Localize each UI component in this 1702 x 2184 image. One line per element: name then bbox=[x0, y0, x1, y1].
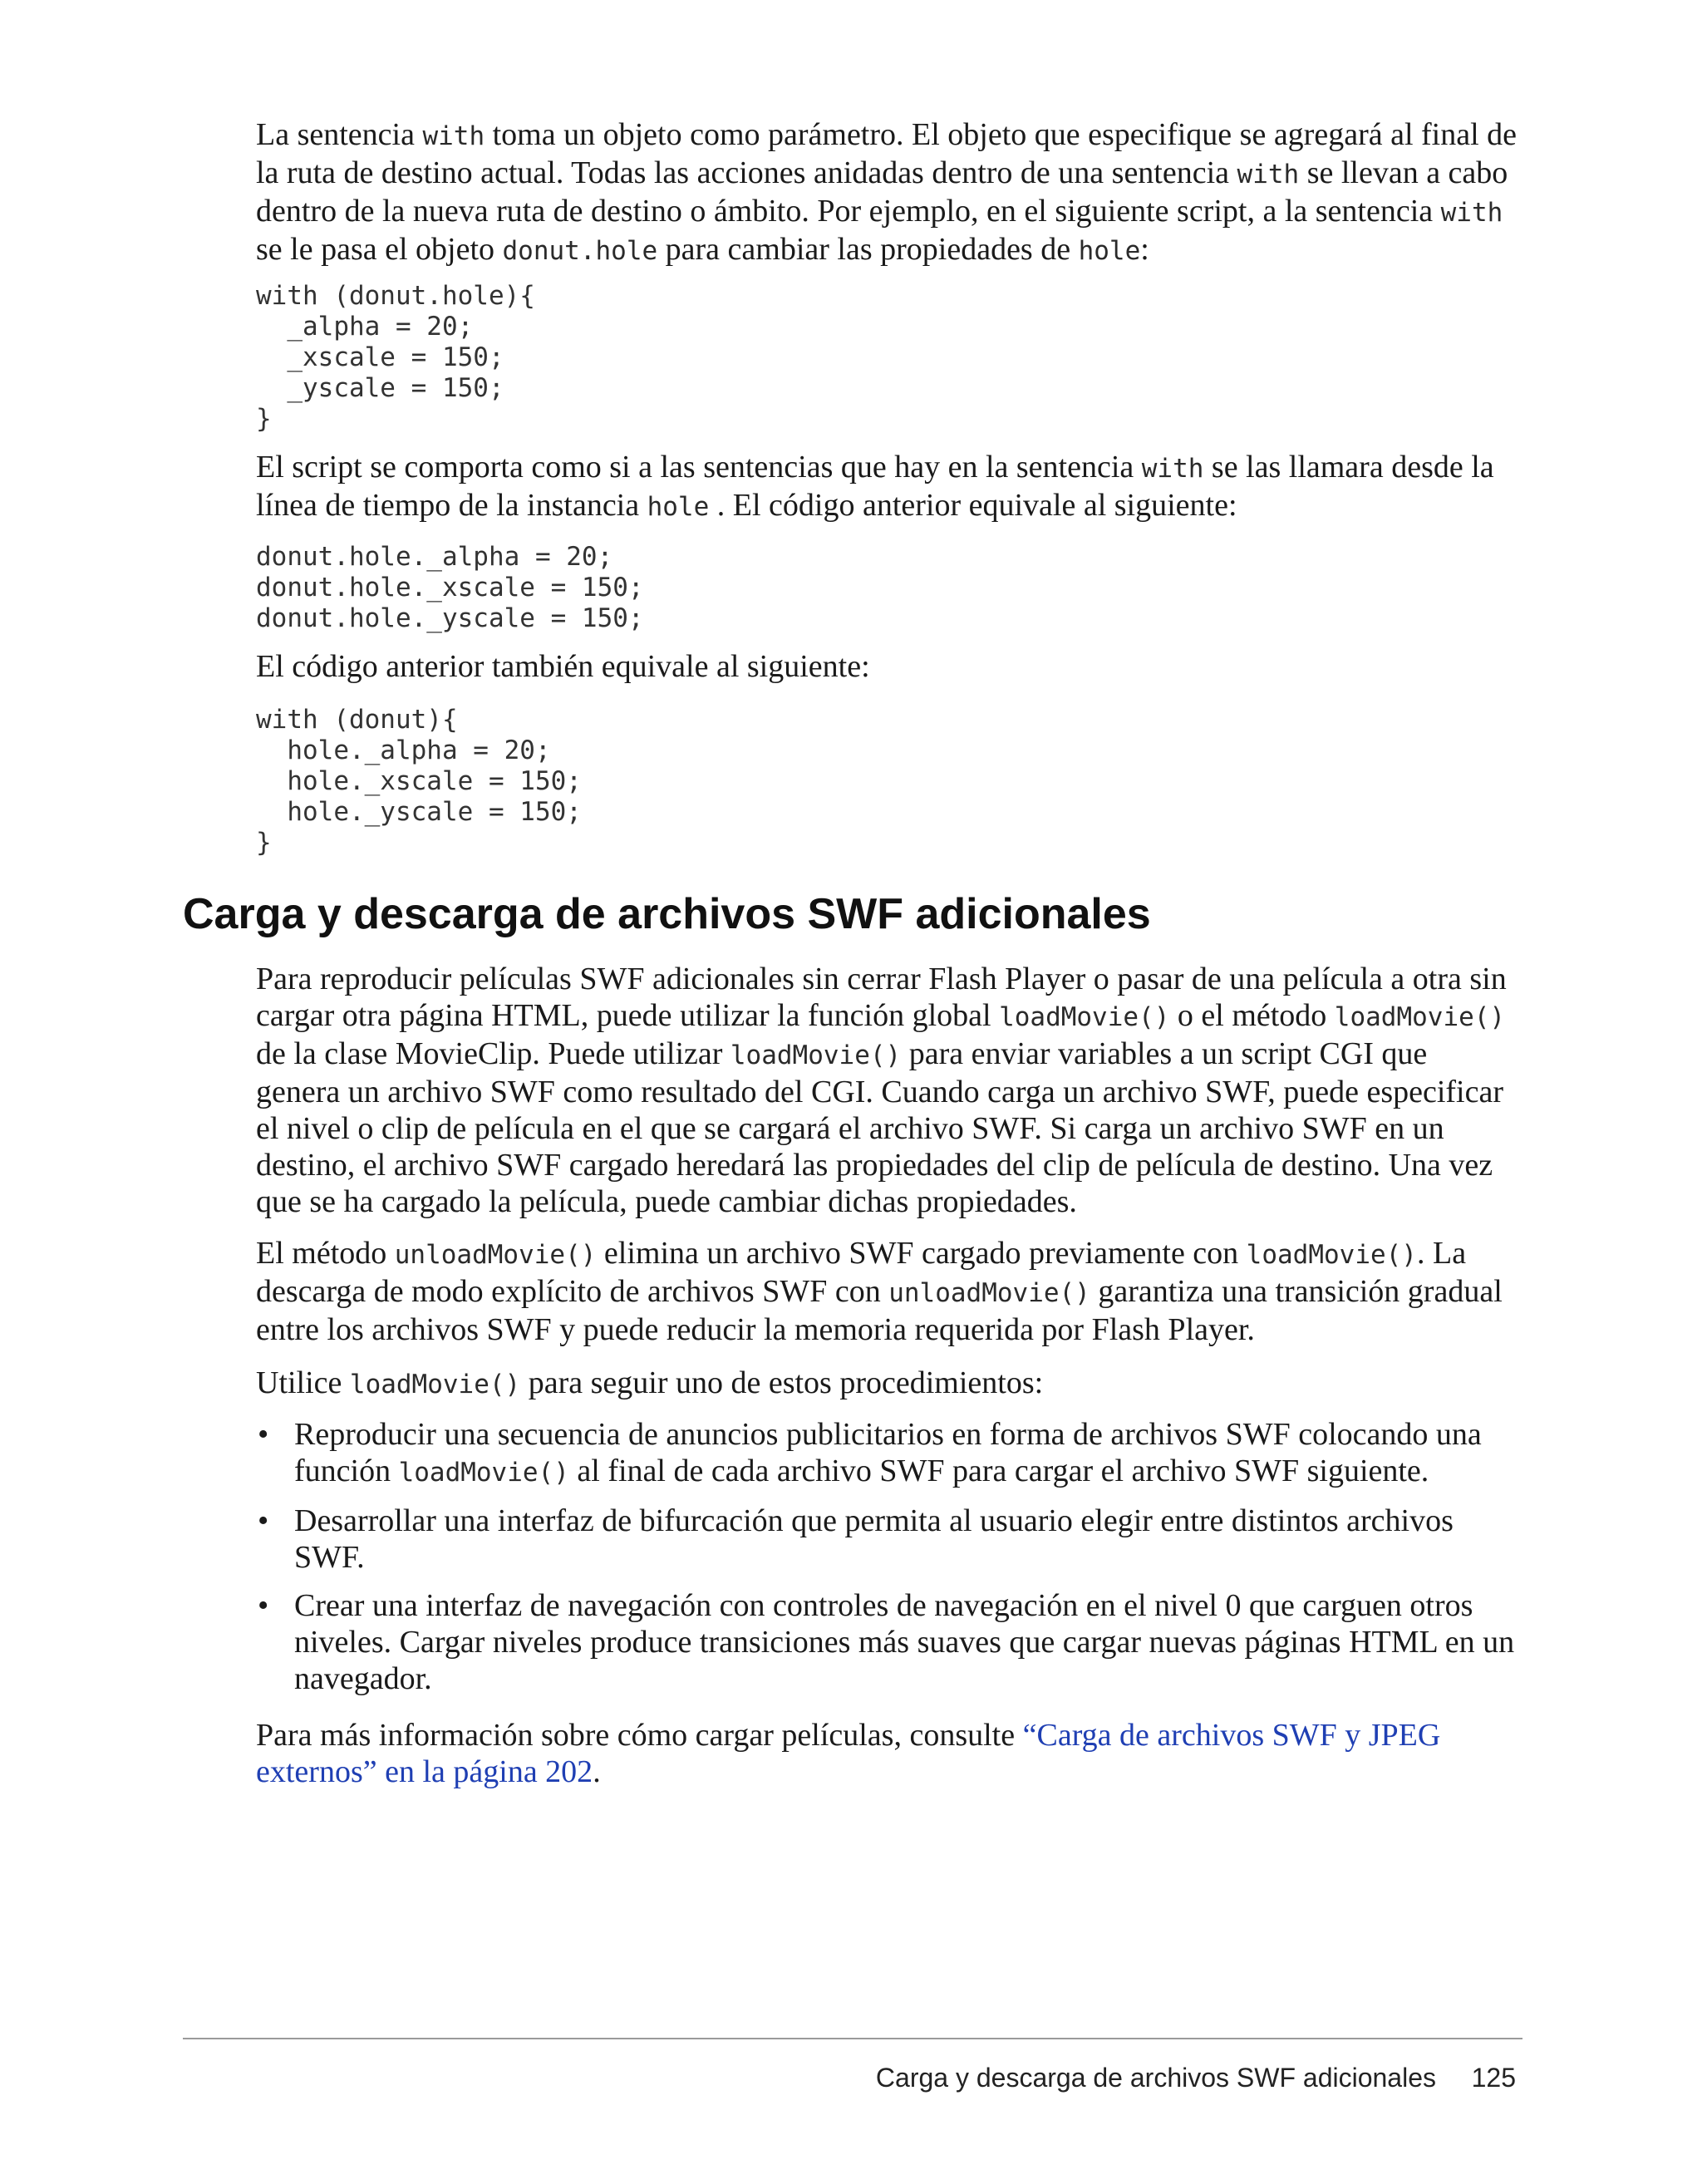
paragraph-use-load-movie bbox=[256, 1365, 1519, 1403]
running-footer-title: Carga y descarga de archivos SWF adicionales bbox=[875, 2063, 1436, 2093]
list-item bbox=[256, 1503, 1519, 1576]
text-run: de la clase MovieClip. Puede utilizar bbox=[256, 1036, 730, 1071]
text-run: toma un objeto como parámetro. El objeto que especifique se agregará al final de la ruta de destino actual. Todas las acciones anidadas dentro de una sentencia bbox=[256, 117, 1518, 190]
text-run: o el método bbox=[1169, 998, 1335, 1033]
text-run: se las llamara desde la línea de tiempo de la instancia bbox=[256, 450, 1494, 523]
code-block-with-donut: with (donut){ hole._alpha = 20; hole._xscale = 150; hole._yscale = 150; } bbox=[256, 705, 582, 858]
code-block-donut-hole-properties: donut.hole._alpha = 20; donut.hole._xscale = 150; donut.hole._yscale = 150; bbox=[256, 542, 644, 633]
text-run: garantiza una transición gradual entre los archivos SWF y puede reducir la memoria requerida por Flash Player. bbox=[256, 1274, 1503, 1347]
text-run: Reproducir una secuencia de anuncios publicitarios en forma de archivos SWF colocando una función bbox=[294, 1417, 1482, 1488]
paragraph-with-statement bbox=[256, 116, 1519, 269]
text-run: Para más información sobre cómo cargar películas, consulte bbox=[256, 1718, 1023, 1753]
paragraph-load-movie bbox=[256, 961, 1519, 1220]
text-run: Desarrollar una interfaz de bifurcación que permita al usuario elegir entre distintos archivos SWF. bbox=[294, 1503, 1454, 1575]
inline-code: loadMovie() bbox=[730, 1040, 902, 1070]
code-block-with-donut-hole: with (donut.hole){ _alpha = 20; _xscale = 150; _yscale = 150; } bbox=[256, 281, 535, 434]
text-run: se llevan a cabo dentro de la nueva ruta de destino o ámbito. Por ejemplo, en el siguiente script, a la sentencia bbox=[256, 155, 1508, 229]
inline-code: loadMovie() bbox=[398, 1458, 569, 1488]
list-item bbox=[256, 1587, 1519, 1697]
inline-code: loadMovie() bbox=[349, 1370, 521, 1399]
paragraph-equivalent: El código anterior también equivale al siguiente: bbox=[256, 649, 870, 684]
page-number: 125 bbox=[1471, 2063, 1516, 2093]
text-run: elimina un archivo SWF cargado previamente con bbox=[596, 1236, 1247, 1271]
section-heading: Carga y descarga de archivos SWF adicionales bbox=[183, 890, 1151, 938]
text-run: para cambiar las propiedades de bbox=[657, 232, 1079, 267]
inline-code: with bbox=[1440, 198, 1503, 228]
text-run: : bbox=[1140, 232, 1149, 267]
text-run: La sentencia bbox=[256, 117, 423, 152]
inline-code: hole bbox=[1078, 236, 1141, 266]
list-item bbox=[256, 1416, 1519, 1491]
paragraph-more-info bbox=[256, 1717, 1519, 1790]
inline-code: unloadMovie() bbox=[888, 1278, 1090, 1308]
text-run: para seguir uno de estos procedimientos: bbox=[520, 1365, 1044, 1400]
inline-code: donut.hole bbox=[502, 236, 658, 266]
inline-code: with bbox=[422, 121, 485, 151]
cross-reference-link[interactable]: “Carga de archivos SWF y JPEG externos” en la página 202 bbox=[256, 1718, 1441, 1789]
text-run: . El código anterior equivale al siguiente: bbox=[709, 488, 1237, 523]
footer-divider bbox=[183, 2038, 1522, 2039]
inline-code: hole bbox=[647, 492, 710, 522]
inline-code: unloadMovie() bbox=[394, 1240, 597, 1270]
text-run: Para reproducir películas SWF adicionales sin cerrar Flash Player o pasar de una película a otra sin cargar otra página HTML, puede utilizar la función global bbox=[256, 962, 1507, 1033]
inline-code: loadMovie() bbox=[1246, 1240, 1417, 1270]
bullet-icon: • bbox=[258, 1417, 269, 1452]
inline-code: with bbox=[1237, 160, 1300, 189]
inline-code: with bbox=[1141, 454, 1204, 484]
text-run: para enviar variables a un script CGI que genera un archivo SWF como resultado del CGI. Cuando carga un archivo SWF, puede especificar el nivel o clip de película en el que se cargará el archivo SWF. Si carga un archivo SWF en un destino, el archivo SWF cargado heredará las propiedades del clip de película de destino. Una vez que se ha cargado la película, puede cambiar dichas propiedades. bbox=[256, 1036, 1503, 1219]
paragraph-script-behavior bbox=[256, 449, 1519, 525]
text-run: al final de cada archivo SWF para cargar el archivo SWF siguiente. bbox=[568, 1454, 1429, 1488]
text-run: . bbox=[593, 1754, 601, 1789]
text-run: El método bbox=[256, 1236, 395, 1271]
text-run: Utilice bbox=[256, 1365, 350, 1400]
paragraph-unload-movie bbox=[256, 1235, 1519, 1348]
procedures-list bbox=[256, 1416, 1519, 1709]
inline-code: loadMovie() bbox=[1334, 1002, 1506, 1032]
inline-code: loadMovie() bbox=[999, 1002, 1170, 1032]
text-run: se le pasa el objeto bbox=[256, 232, 503, 267]
text-run: Crear una interfaz de navegación con controles de navegación en el nivel 0 que carguen otros niveles. Cargar niveles produce transiciones más suaves que cargar nuevas páginas HTML en un navegador. bbox=[294, 1588, 1515, 1696]
bullet-icon: • bbox=[258, 1588, 269, 1623]
bullet-icon: • bbox=[258, 1503, 269, 1538]
text-run: El script se comporta como si a las sentencias que hay en la sentencia bbox=[256, 450, 1142, 485]
text-run: . La descarga de modo explícito de archivos SWF con bbox=[256, 1236, 1467, 1309]
